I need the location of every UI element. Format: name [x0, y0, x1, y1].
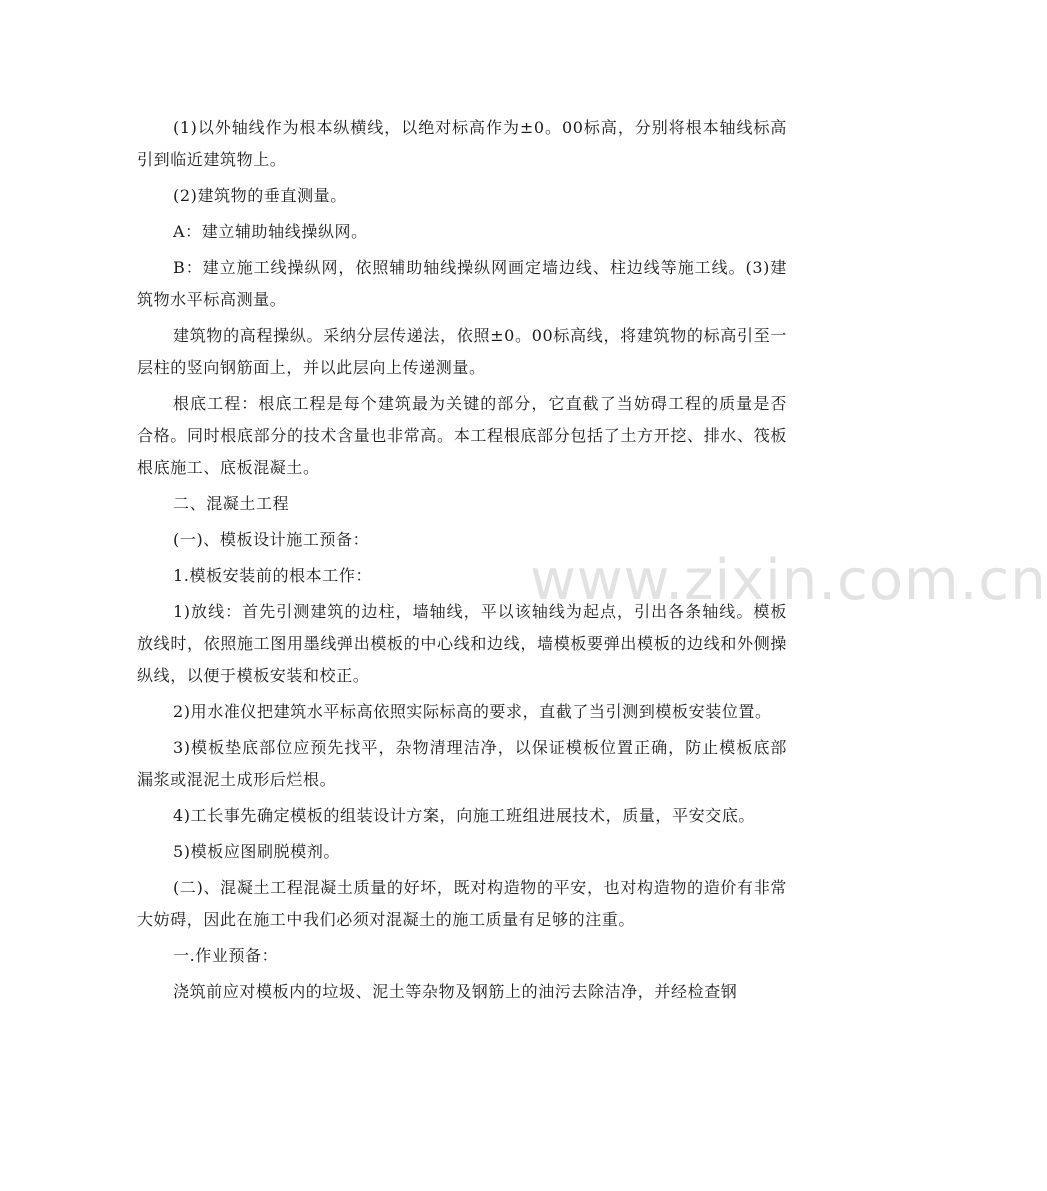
subheading-work-prep: 一.作业预备： — [173, 946, 279, 965]
paragraph-13: 4)工长事先确定模板的组装设计方案，向施工班组进展技术，质量，平安交底。 — [173, 806, 756, 825]
paragraph-4: B：建立施工线操纵网，依照辅助轴线操纵网画定墙边线、柱边线等施工线。(3)建筑物水平标高测量。 — [137, 258, 787, 309]
paragraph-5: 建筑物的高程操纵。采纳分层传递法，依照±0。00标高线，将建筑物的标高引至一层柱的竖向钢筋面上，并以此层向上传递测量。 — [137, 326, 787, 377]
subheading-formwork-prep: (一)、模板设计施工预备： — [173, 530, 370, 549]
paragraph-11: 2)用水准仪把建筑水平标高依照实际标高的要求，直截了当引测到模板安装位置。 — [173, 702, 772, 721]
subheading-basic-work: 1.模板安装前的根本工作： — [173, 566, 373, 585]
paragraph-14: 5)模板应图刷脱模剂。 — [173, 842, 341, 861]
paragraph-12: 3)模板垫底部位应预先找平，杂物清理洁净，以保证模板位置正确，防止模板底部漏浆或混泥土成形后烂根。 — [137, 738, 787, 789]
paragraph-3: A：建立辅助轴线操纵网。 — [173, 222, 368, 241]
paragraph-6: 根底工程：根底工程是每个建筑最为关键的部分，它直截了当妨碍工程的质量是否合格。同时根底部分的技术含量也非常高。本工程根底部分包括了土方开挖、排水、筏板根底施工、底板混凝土。 — [137, 394, 787, 477]
document-body — [137, 112, 787, 1012]
paragraph-15: (二)、混凝土工程混凝土质量的好坏，既对构造物的平安，也对构造物的造价有非常大妨碍，因此在施工中我们必须对混凝土的施工质量有足够的注重。 — [137, 878, 787, 929]
paragraph-17: 浇筑前应对模板内的垃圾、泥土等杂物及钢筋上的油污去除洁净，并经检查钢 — [173, 982, 738, 1001]
section-heading-concrete: 二、混凝土工程 — [173, 494, 290, 513]
paragraph-1: (1)以外轴线作为根本纵横线，以绝对标高作为±0。00标高，分别将根本轴线标高引到临近建筑物上。 — [137, 118, 787, 169]
watermark: www.zixin.com.cn — [530, 548, 1047, 613]
paragraph-10: 1)放线：首先引测建筑的边柱，墙轴线，平以该轴线为起点，引出各条轴线。模板放线时，依照施工图用墨线弹出模板的中心线和边线，墙模板要弹出模板的边线和外侧操纵线，以便于模板安装和校正。 — [137, 602, 787, 685]
paragraph-2: (2)建筑物的垂直测量。 — [173, 186, 347, 205]
